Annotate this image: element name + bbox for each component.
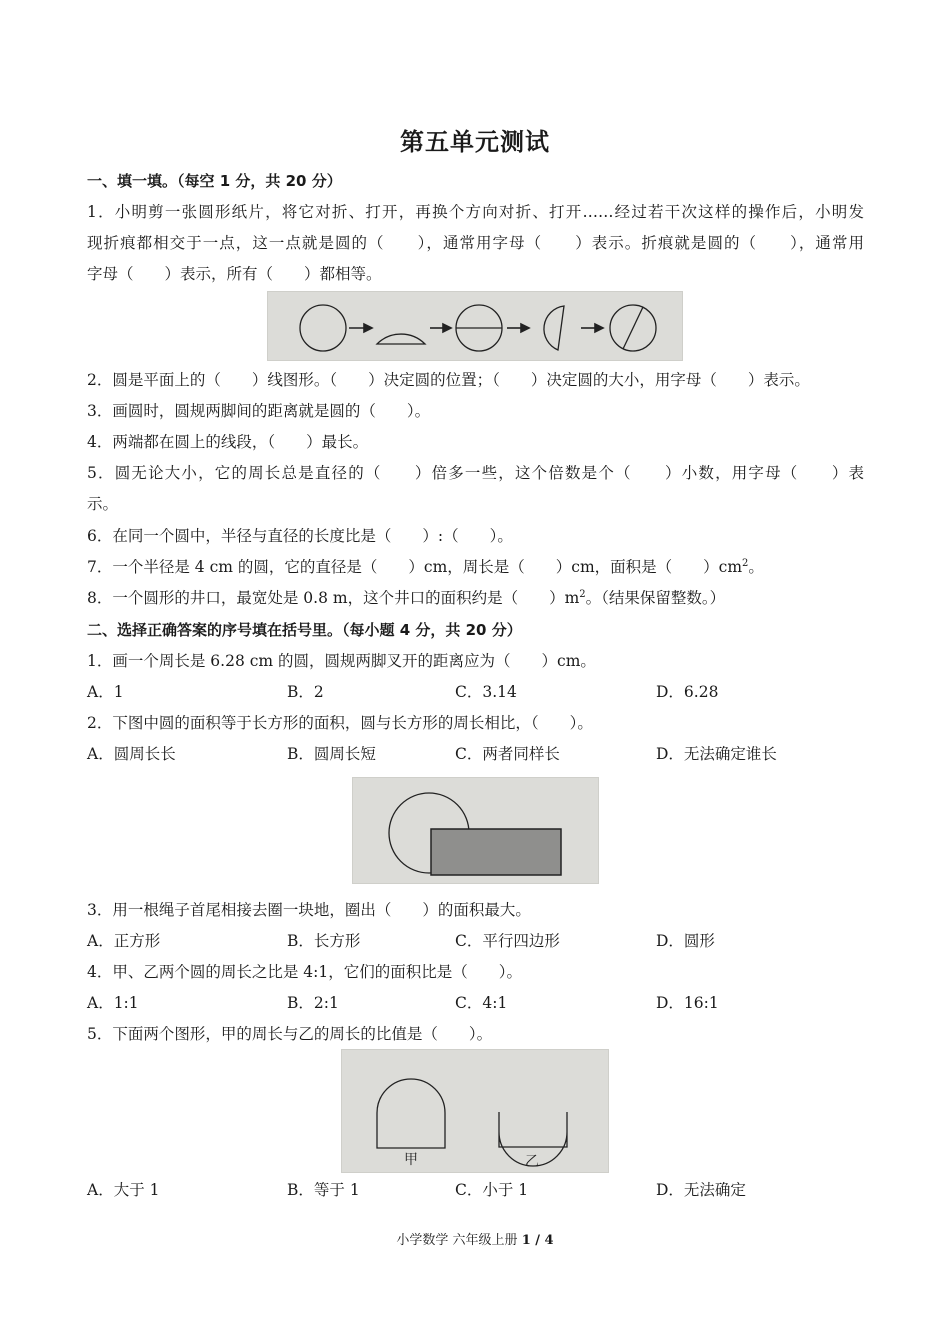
page-title: 第五单元测试 — [400, 128, 550, 156]
label-jia: 甲 — [404, 1152, 418, 1168]
section-heading-multiple-choice: 二、选择正确答案的序号填在括号里。（每小题 4 分，共 20 分） — [87, 621, 522, 639]
mc-q1-option-b: B．2 — [287, 683, 324, 701]
jia-yi-shapes-figure — [341, 1049, 609, 1173]
mc-q5-option-c: C．小于 1 — [455, 1181, 529, 1199]
section-heading-fill-blank: 一、填一填。（每空 1 分，共 20 分） — [87, 172, 342, 190]
folded-circle-step-4 — [544, 306, 564, 350]
mc-q1-option-a: A．1 — [87, 683, 124, 701]
mc-q4-option-b: B．2:1 — [287, 994, 339, 1012]
question-3: 3．画圆时，圆规两脚间的距离就是圆的（ ）。 — [87, 402, 431, 420]
footer-text: 小学数学 六年级上册 — [396, 1233, 518, 1248]
mc-q2-option-d: D．无法确定谁长 — [656, 745, 777, 763]
mc-q3-option-b: B．长方形 — [287, 932, 361, 950]
circle-step-1 — [300, 305, 346, 351]
mc-q3-option-d: D．圆形 — [656, 932, 715, 950]
question-5-line-2: 示。 — [87, 495, 119, 513]
question-2: 2．圆是平面上的（ ）线图形。（ ）决定圆的位置；（ ）决定圆的大小，用字母（ ）表示。 — [87, 371, 810, 389]
question-7: 7．一个半径是 4 cm 的圆，它的直径是（ ）cm，周长是（ ）cm，面积是（ ）$cm^2$。 — [87, 557, 764, 576]
half-circle-step-2 — [377, 334, 425, 344]
mc-q4-option-c: C．4:1 — [455, 994, 508, 1012]
mc-q2-option-a: A．圆周长长 — [87, 745, 176, 763]
paper-folding-figure — [267, 291, 683, 361]
mc-q5-option-a: A．大于 1 — [87, 1181, 160, 1199]
mc-question-1: 1．画一个周长是 6.28 cm 的圆，圆规两脚叉开的距离应为（ ）cm。 — [87, 652, 596, 670]
label-yi: 乙 — [525, 1154, 539, 1170]
page-footer — [0, 1229, 950, 1248]
mc-question-5: 5．下面两个图形，甲的周长与乙的周长的比值是（ ）。 — [87, 1025, 493, 1043]
question-4: 4．两端都在圆上的线段，（ ）最长。 — [87, 433, 369, 451]
mc-question-4: 4．甲、乙两个圆的周长之比是 4:1，它们的面积比是（ ）。 — [87, 963, 522, 981]
mc-q5-option-d: D．无法确定 — [656, 1181, 746, 1199]
shape-jia — [377, 1079, 445, 1148]
mc-q4-option-d: D．16:1 — [656, 994, 719, 1012]
mc-q3-option-c: C．平行四边形 — [455, 932, 560, 950]
mc-question-2: 2．下图中圆的面积等于长方形的面积，圆与长方形的周长相比，（ ）。 — [87, 714, 593, 732]
mc-q1-option-d: D．6.28 — [656, 683, 719, 701]
mc-q3-option-a: A．正方形 — [87, 932, 161, 950]
mc-q2-option-b: B．圆周长短 — [287, 745, 376, 763]
question-1-line-3: 字母（ ）表示，所有（ ）都相等。 — [87, 265, 382, 283]
mc-question-3: 3．用一根绳子首尾相接去圈一块地，圈出（ ）的面积最大。 — [87, 901, 531, 919]
mc-q4-option-a: A．1:1 — [87, 994, 139, 1012]
question-8: 8．一个圆形的井口，最宽处是 0.8 m，这个井口的面积约是（ ）$m^2$。（结果保留整数。） — [87, 588, 726, 607]
circle-rectangle-figure — [352, 777, 599, 884]
mc-q5-option-b: B．等于 1 — [287, 1181, 360, 1199]
mc-q2-option-c: C．两者同样长 — [455, 745, 560, 763]
question-6: 6．在同一个圆中，半径与直径的长度比是（ ）:（ ）。 — [87, 527, 513, 545]
page-number: 1 / 4 — [521, 1233, 554, 1248]
question-1-line-2: 现折痕都相交于一点，这一点就是圆的（ ），通常用字母（ ）表示。折痕就是圆的（ ），通常用 — [87, 234, 864, 252]
question-1-line-1: 1．小明剪一张圆形纸片，将它对折、打开，再换个方向对折、打开……经过若干次这样的操作后，小明发 — [87, 203, 864, 221]
mc-q1-option-c: C．3.14 — [455, 683, 517, 701]
question-5-line-1: 5．圆无论大小，它的周长总是直径的（ ）倍多一些，这个倍数是个（ ）小数，用字母（ ）表 — [87, 464, 864, 482]
rectangle-shape — [431, 829, 561, 875]
